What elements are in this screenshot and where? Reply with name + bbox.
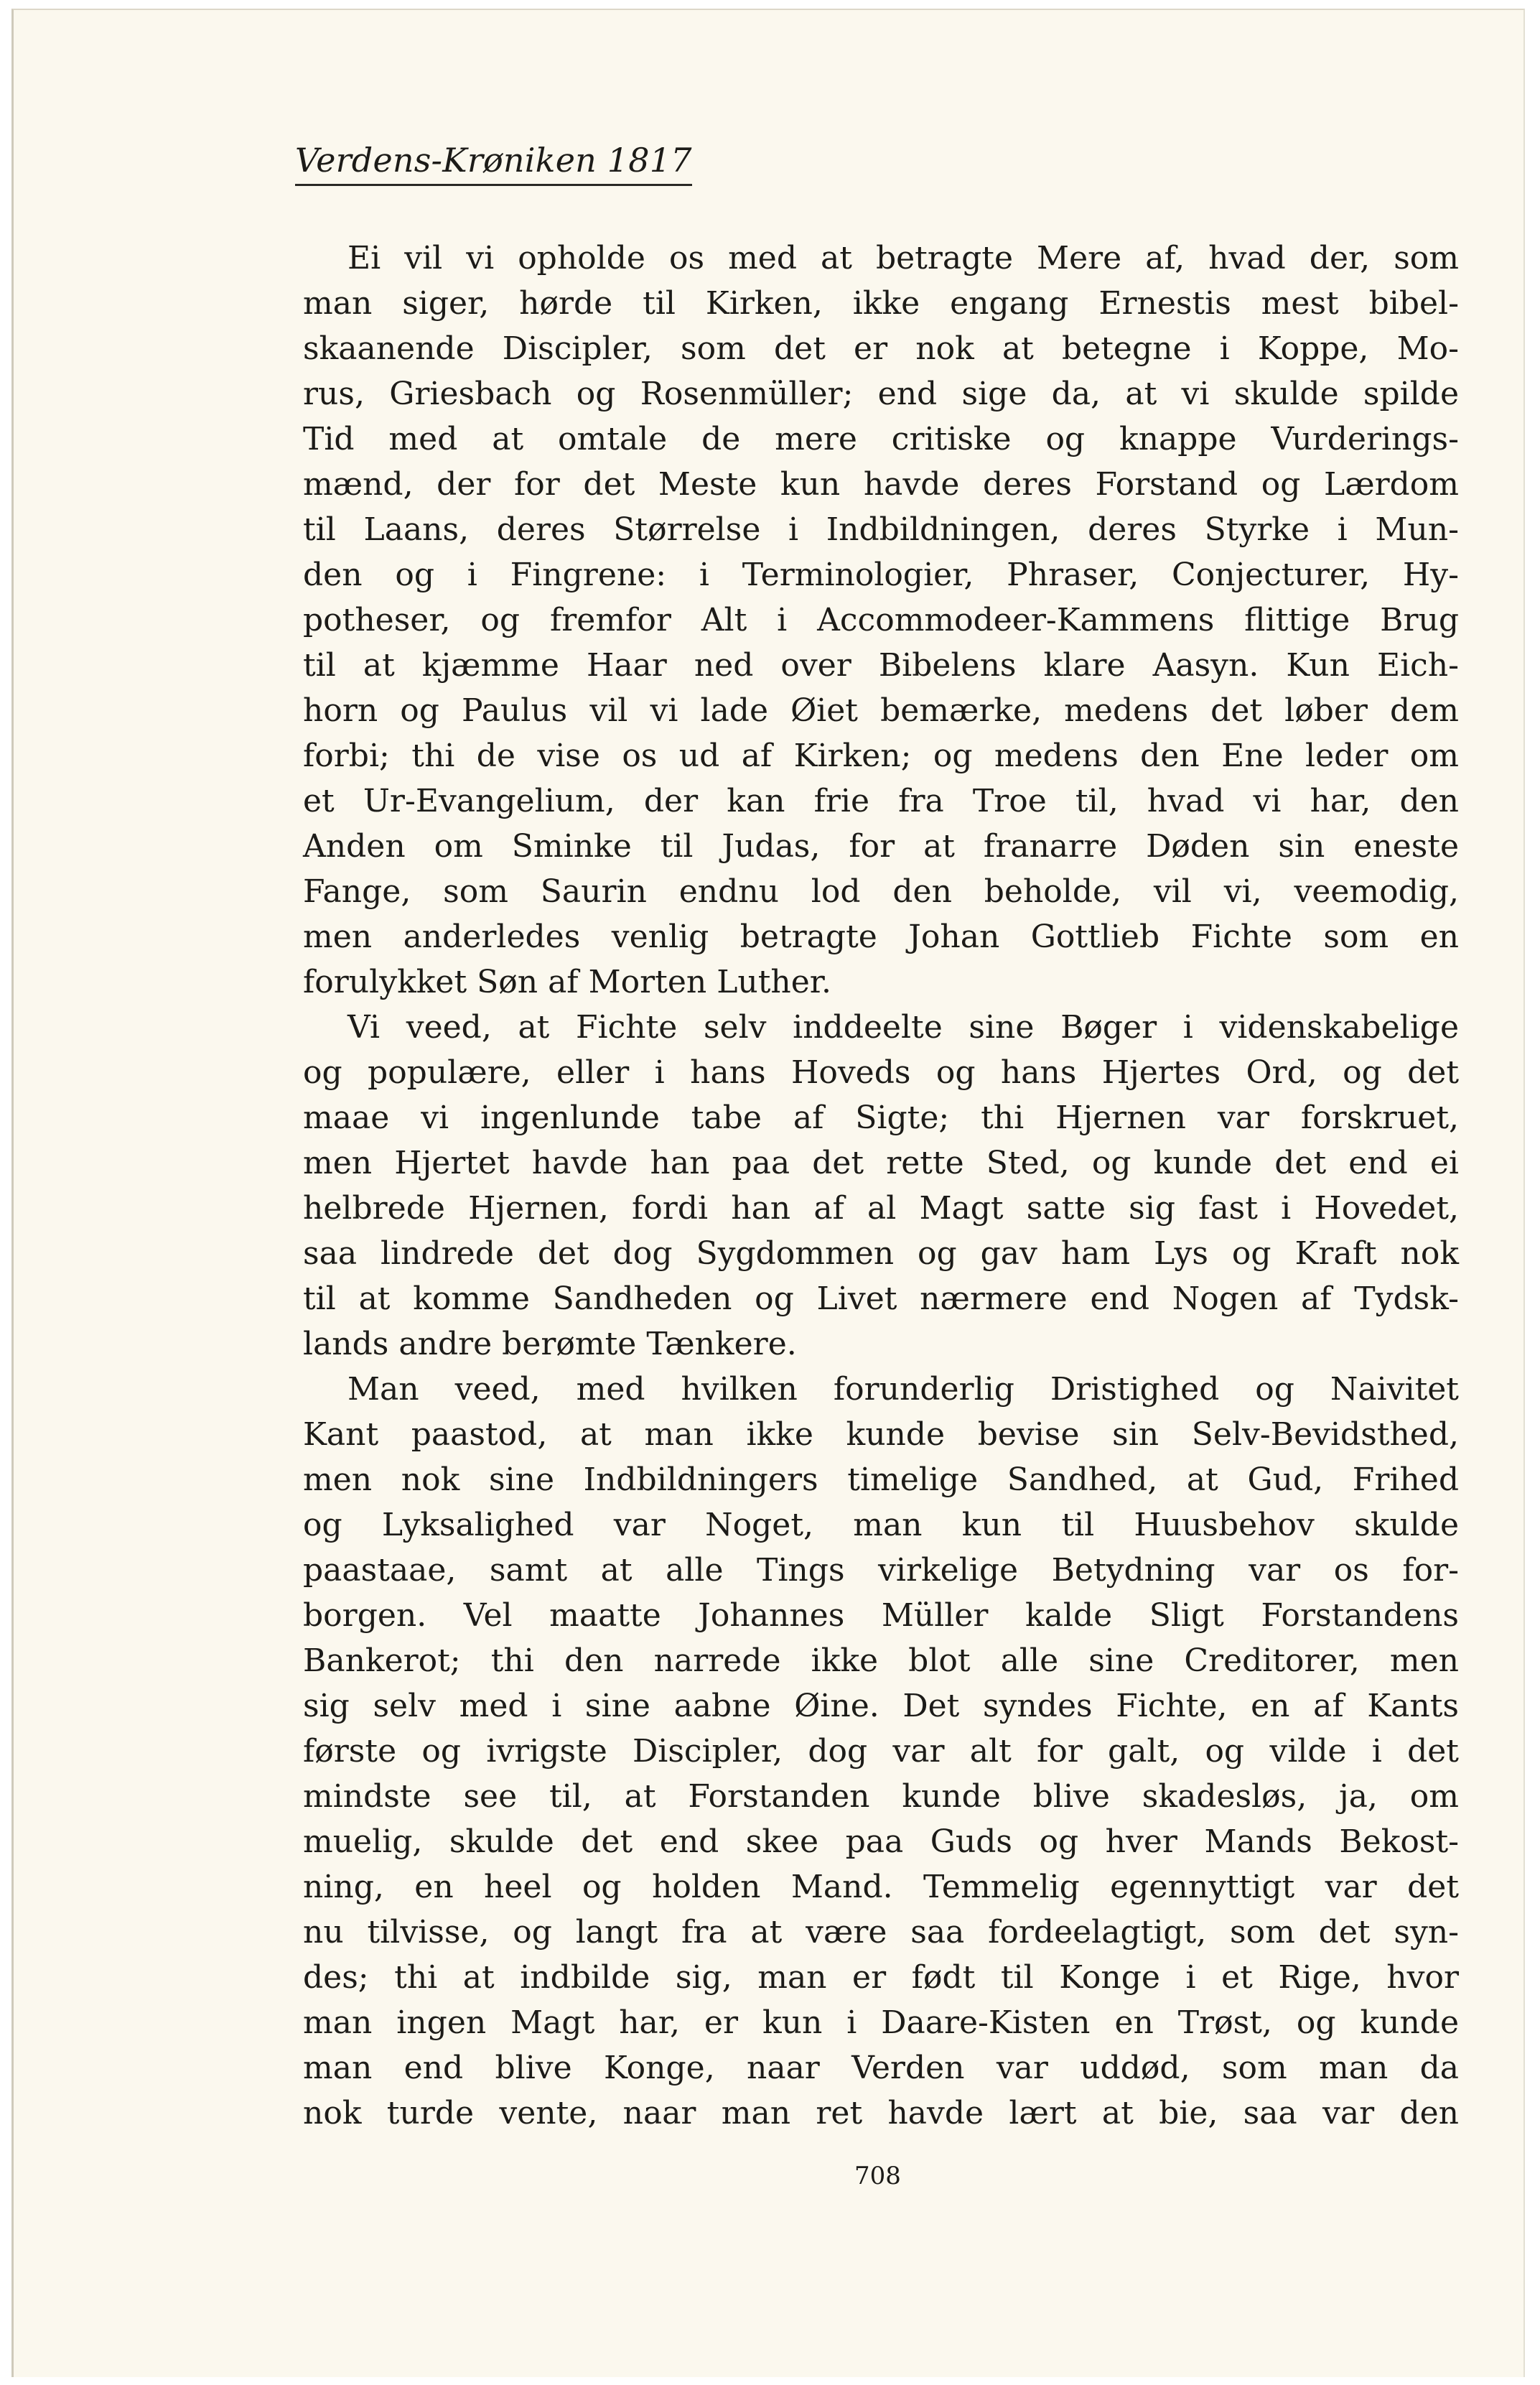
text-line: Fange, som Saurin endnu lod den beholde, vil vi, veemodig,: [303, 873, 1459, 910]
text-line: ning, en heel og holden Mand. Temmelig egennyttigt var det: [303, 1869, 1459, 1905]
text-line: til at kjæmme Haar ned over Bibelens klare Aasyn. Kun Eich-: [303, 647, 1459, 684]
text-line: nok turde vente, naar man ret havde lært at bie, saa var den: [303, 2095, 1459, 2131]
text-line: Man veed, med hvilken forunderlig Dristighed og Naivitet: [347, 1371, 1459, 1408]
paragraph: [303, 1367, 1459, 2136]
text-line: rus, Griesbach og Rosenmüller; end sige da, at vi skulde spilde: [303, 376, 1459, 412]
text-line: des; thi at indbilde sig, man er født til Konge i et Rige, hvor: [303, 1959, 1459, 1996]
paragraph: [303, 1005, 1459, 1367]
text-line: forulykket Søn af Morten Luther.: [303, 964, 831, 1000]
running-header: [295, 141, 692, 186]
text-line: forbi; thi de vise os ud af Kirken; og medens den Ene leder om: [303, 738, 1459, 774]
text-line: Anden om Sminke til Judas, for at franarre Døden sin eneste: [303, 828, 1459, 865]
text-line: helbrede Hjernen, fordi han af al Magt satte sig fast i Hovedet,: [303, 1190, 1459, 1227]
text-line: Kant paastod, at man ikke kunde bevise sin Selv-Bevidsthed,: [303, 1416, 1459, 1453]
header-title: Verdens-Krøniken: [295, 141, 597, 180]
body-text: [303, 236, 1459, 2136]
text-line: mindste see til, at Forstanden kunde blive skadesløs, ja, om: [303, 1778, 1459, 1815]
text-line: til at komme Sandheden og Livet nærmere end Nogen af Tydsk-: [303, 1280, 1459, 1317]
text-line: sig selv med i sine aabne Øine. Det syndes Fichte, en af Kants: [303, 1688, 1459, 1724]
text-line: potheser, og fremfor Alt i Accommodeer-Kammens flittige Brug: [303, 602, 1459, 638]
text-line: saa lindrede det dog Sygdommen og gav ham Lys og Kraft nok: [303, 1235, 1459, 1272]
text-line: skaanende Discipler, som det er nok at betegne i Koppe, Mo-: [303, 330, 1459, 367]
text-line: horn og Paulus vil vi lade Øiet bemærke, medens det løber dem: [303, 692, 1459, 729]
text-line: muelig, skulde det end skee paa Guds og hver Mands Bekost-: [303, 1823, 1459, 1860]
text-line: og Lyksalighed var Noget, man kun til Huusbehov skulde: [303, 1507, 1459, 1543]
text-line: mænd, der for det Meste kun havde deres Forstand og Lærdom: [303, 466, 1459, 503]
text-line: den og i Fingrene: i Terminologier, Phraser, Conjecturer, Hy-: [303, 557, 1459, 593]
text-line: et Ur-Evangelium, der kan frie fra Troe til, hvad vi har, den: [303, 783, 1459, 819]
page-number: 708: [854, 2162, 901, 2190]
text-line: Tid med at omtale de mere critiske og knappe Vurderings-: [303, 421, 1459, 457]
text-line: man ingen Magt har, er kun i Daare-Kisten en Trøst, og kunde: [303, 2004, 1459, 2041]
text-line: Ei vil vi opholde os med at betragte Mere af, hvad der, som: [347, 240, 1459, 276]
text-line: borgen. Vel maatte Johannes Müller kalde Sligt Forstandens: [303, 1597, 1459, 1634]
text-line: men anderledes venlig betragte Johan Gottlieb Fichte som en: [303, 919, 1459, 955]
text-line: man end blive Konge, naar Verden var uddød, som man da: [303, 2050, 1459, 2086]
text-line: lands andre berømte Tænkere.: [303, 1326, 797, 1362]
text-line: maae vi ingenlunde tabe af Sigte; thi Hjernen var forskruet,: [303, 1099, 1459, 1136]
text-line: og populære, eller i hans Hoveds og hans Hjertes Ord, og det: [303, 1054, 1459, 1091]
text-line: men Hjertet havde han paa det rette Sted, og kunde det end ei: [303, 1145, 1459, 1181]
text-line: Bankerot; thi den narrede ikke blot alle sine Creditorer, men: [303, 1642, 1459, 1679]
text-line: man siger, hørde til Kirken, ikke engang Ernestis mest bibel-: [303, 285, 1459, 322]
text-line: første og ivrigste Discipler, dog var alt for galt, og vilde i det: [303, 1733, 1459, 1770]
text-line: nu tilvisse, og langt fra at være saa fordeelagtigt, som det syn-: [303, 1914, 1459, 1951]
text-line: Vi veed, at Fichte selv inddeelte sine Bøger i videnskabelige: [347, 1009, 1459, 1046]
paragraph: [303, 236, 1459, 1005]
text-line: men nok sine Indbildningers timelige Sandhed, at Gud, Frihed: [303, 1461, 1459, 1498]
text-line: til Laans, deres Størrelse i Indbildningen, deres Styrke i Mun-: [303, 511, 1459, 548]
text-line: paastaae, samt at alle Tings virkelige Betydning var os for-: [303, 1552, 1459, 1589]
header-year: 1817: [607, 141, 692, 180]
